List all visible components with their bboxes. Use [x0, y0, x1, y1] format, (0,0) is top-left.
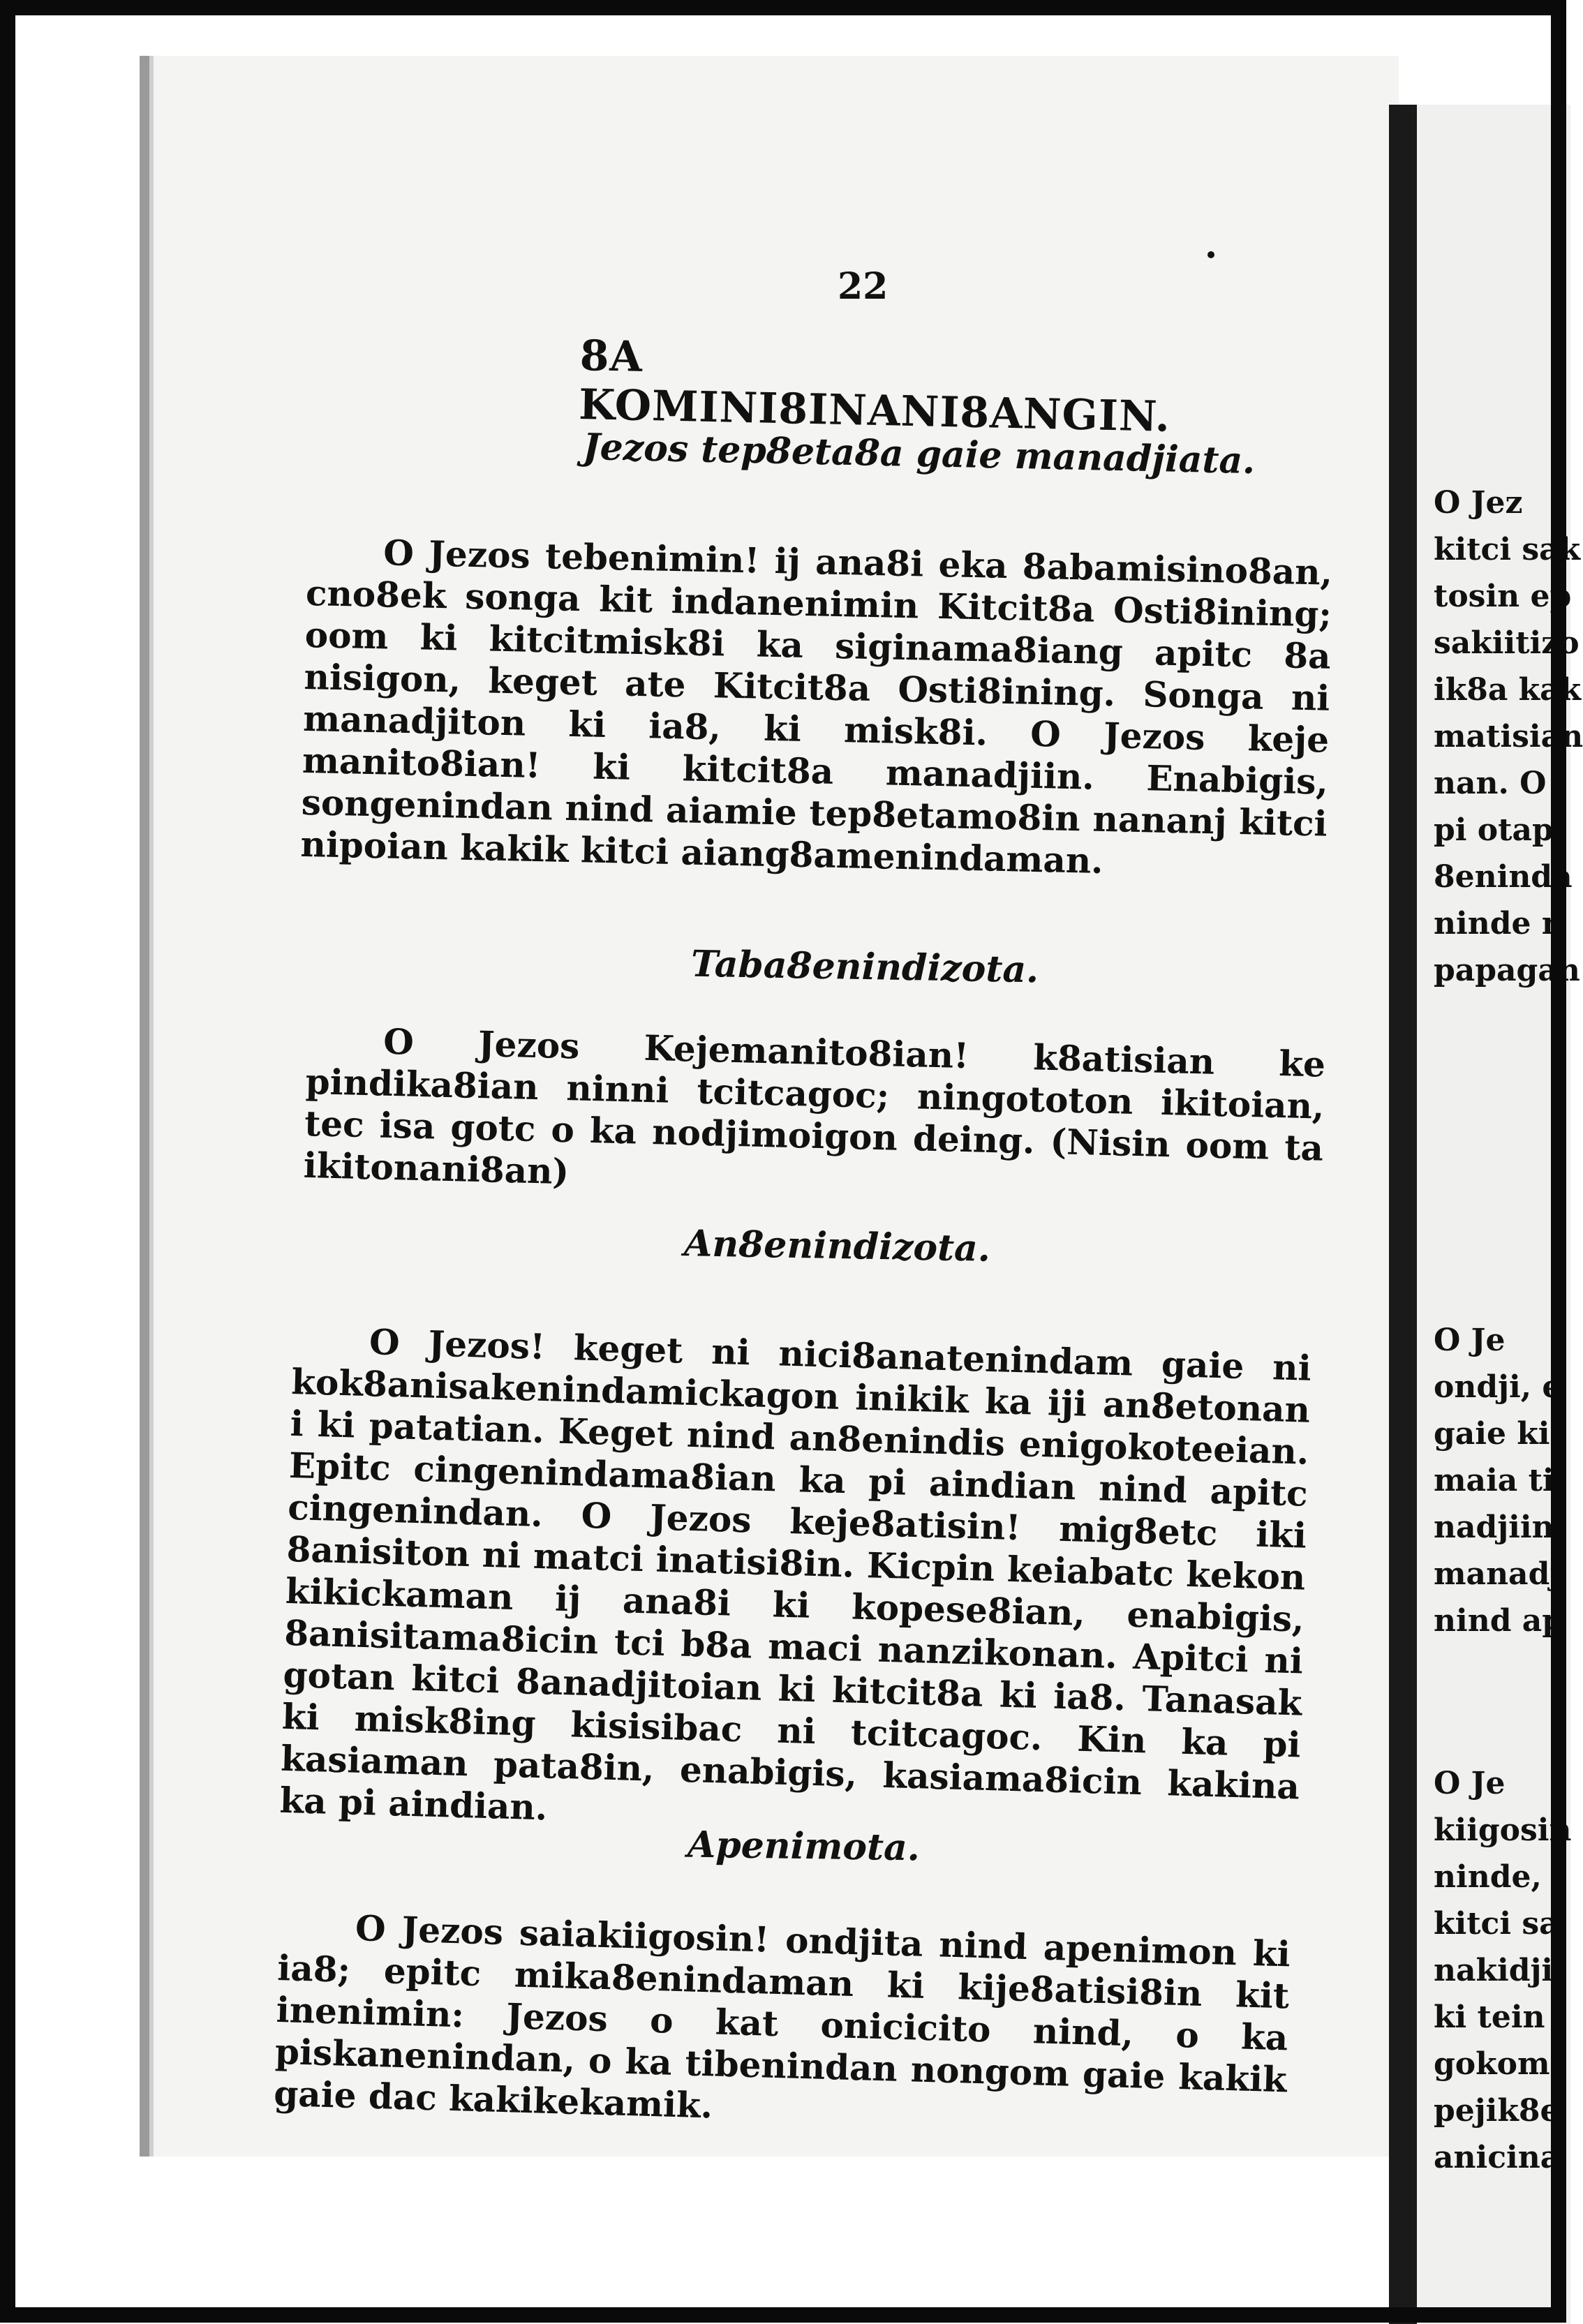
facing-page-line: gaie ki — [1434, 1416, 1550, 1452]
facing-page-line: maia ti — [1434, 1463, 1554, 1498]
facing-page-line: pi otapi — [1434, 812, 1566, 848]
page-number: 22 — [838, 265, 889, 308]
section-paragraph-2: O Jezos Kejemanito8ian! k8atisian ke pindika8ian ninni tcitcagoc; ningototon ikitoian, tec isa gotc o ka nodjimoigon deing. (Nisin oom ta ikitonani8an) — [303, 1020, 1326, 1193]
facing-page-line: ki tein — [1434, 1999, 1545, 2035]
facing-page-line: O Je — [1434, 1323, 1506, 1358]
facing-page-line: kitci sak — [1434, 532, 1581, 567]
section-heading-1: Jezos tep8eta8a gaie manadjiata. — [582, 425, 1256, 483]
section-paragraph-3: O Jezos! keget ni nici8anatenindam gaie ni kok8anisakenindamickagon inikik ka iji an8etonan i ki patatian. Keget nind an8enindis enigokoteeian. Epitc cingenindama8ian ka pi aindian nind apitc cingenindan. O Jezos keje8atisin! mig8etc iki 8anisiton ni matci inatisi8in. Kicpin keiabatc kekon kikickaman ij ana8i ki kopese8ian, enabigis, 8anisitama8icin tci b8a maci nanzikonan. Apitci ni gotan kitci 8anadjitoian ki kitcit8a ki ia8. Tanasak ki misk8ing kisisibac ni tcitcagoc. Kin ka pi kasiaman pata8in, enabigis, kasiama8icin kakina ka pi aindian. — [278, 1321, 1312, 1828]
section-heading-3: An8enindizota. — [683, 1222, 991, 1270]
facing-page-line: ninde, — [1434, 1859, 1542, 1895]
section-paragraph-4: O Jezos saiakiigosin! ondjita nind apenimon ki ia8; epitc mika8enindaman ki kije8atisi8in kit inenimin: Jezos o kat onicicito nind, o ka piskanenindan, o ka tibenindan nongom gaie kakik gaie dac kakikekamik. — [273, 1907, 1291, 2126]
facing-page-line: gokomi — [1434, 2046, 1562, 2082]
facing-page-line: 8eninda — [1434, 859, 1573, 895]
facing-page-line: manadj — [1434, 1556, 1561, 1592]
facing-page-line: nan. O — [1434, 766, 1547, 801]
facing-page-line: tosin ep — [1434, 579, 1572, 614]
facing-page-line: papagan — [1434, 953, 1580, 988]
facing-page-line: nakidji — [1434, 1953, 1554, 1988]
page-title: 8A KOMINI8INANI8ANGIN. — [578, 332, 1171, 442]
facing-page-line: anicina — [1434, 2140, 1561, 2175]
facing-page-line: ninde n — [1434, 906, 1564, 941]
section-heading-4: Apenimota. — [687, 1823, 921, 1870]
facing-page-line: sakiitizo — [1434, 625, 1580, 661]
facing-page-line: ik8a kak — [1434, 672, 1582, 708]
facing-page-line: kitci sa — [1434, 1906, 1559, 1942]
facing-page-line: nadjiin — [1434, 1510, 1554, 1545]
facing-page-line: O Jez — [1434, 485, 1523, 521]
facing-page-line: O Je — [1434, 1766, 1506, 1801]
facing-page-line: kiigosin — [1434, 1812, 1572, 1848]
facing-page-line: ondji, e — [1434, 1369, 1562, 1405]
section-paragraph-1: O Jezos tebenimin! ij ana8i eka 8abamisino8an, cno8ek songa kit indanenimin Kitcit8a Osti8ining; oom ki kitcitmisk8i ka siginama8iang apitc 8a nisigon, keget ate Kitcit8a Osti8ining. Songa ni manadjiton ki ia8, ki misk8i. O Jezos keje manito8ian! ki kitcit8a manadjiin. Enabigis, songenindan nind aiamie tep8etamo8in nananj kitci nipoian kakik kitci aiang8amenindaman. — [299, 532, 1333, 881]
book-gutter — [1389, 105, 1417, 2324]
stray-ink-mark — [1207, 251, 1214, 258]
facing-page-line: matisian — [1434, 719, 1583, 754]
facing-page — [1417, 105, 1583, 2324]
section-heading-2: Taba8enindizota. — [690, 942, 1039, 992]
facing-page-line: pejik8e — [1434, 2093, 1560, 2129]
facing-page-line: nind ap — [1434, 1603, 1564, 1639]
